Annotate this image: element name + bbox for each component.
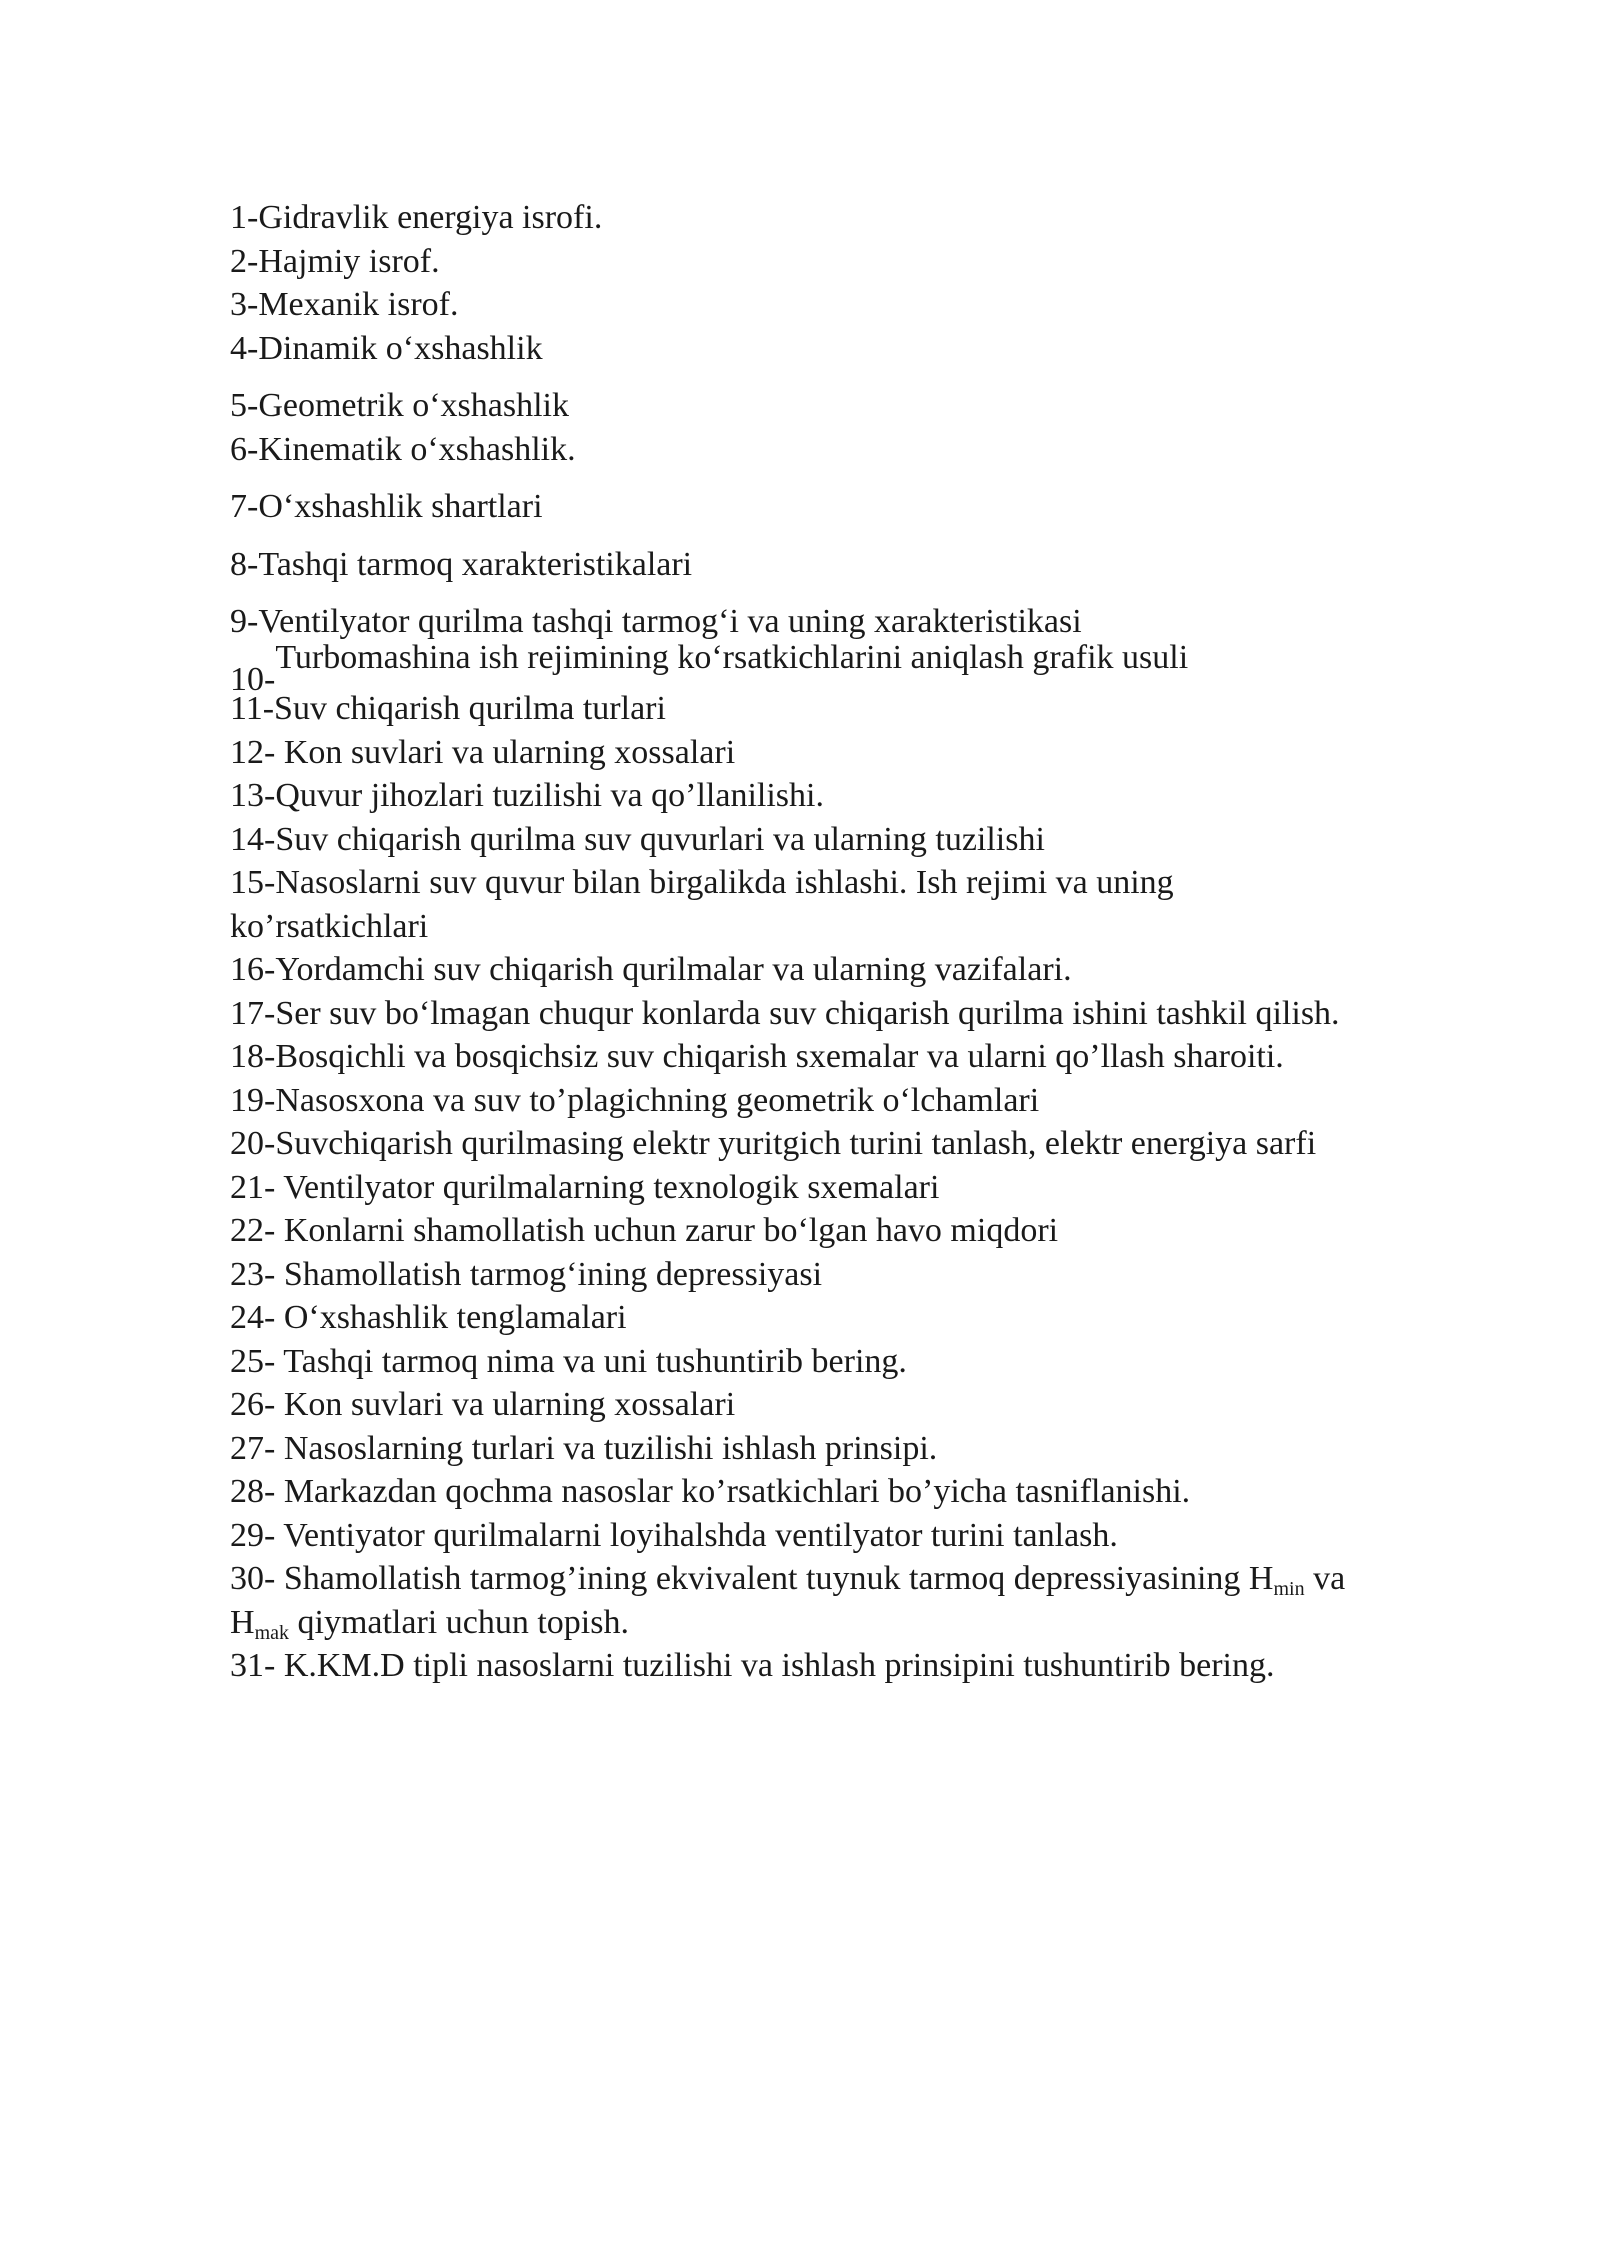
list-item: 20-Suvchiqarish qurilmasing elektr yuritgich turini tanlash, elektr energiya sarfi <box>230 1125 1317 1162</box>
list-item-30-continuation <box>230 1601 1510 1645</box>
list-item: 2-Hajmiy isrof. <box>230 242 440 280</box>
list-item: 3-Mexanik isrof. <box>230 286 459 323</box>
list-item-text: Turbomashina ish rejimining ko‘rsatkichlarini aniqlash grafik usuli <box>275 638 1189 676</box>
subscript-min: min <box>1273 1578 1305 1600</box>
list-item-text: 30- Shamollatish tarmog’ining ekvivalent tuynuk tarmoq depressiyasining H <box>230 1560 1274 1597</box>
list-item: 31- K.KM.D tipli nasoslarni tuzilishi va ishlash prinsipini tushuntirib bering. <box>230 1647 1275 1684</box>
list-item: 15-Nasoslarni suv quvur bilan birgalikda ishlashi. Ish rejimi va uning <box>230 864 1174 901</box>
list-item: 29- Ventiyator qurilmalarni loyihalshda ventilyator turini tanlash. <box>230 1516 1118 1554</box>
list-item: 11-Suv chiqarish qurilma turlari <box>230 690 666 727</box>
list-item: 8-Tashqi tarmoq xarakteristikalari <box>230 545 693 583</box>
list-item: 17-Ser suv bo‘lmagan chuqur konlarda suv chiqarish qurilma ishini tashkil qilish. <box>230 994 1340 1032</box>
list-item: 14-Suv chiqarish qurilma suv quvurlari va ularning tuzilishi <box>230 820 1045 858</box>
list-item: 26- Kon suvlari va ularning xossalari <box>230 1386 736 1423</box>
symbol-h: H <box>230 1603 255 1641</box>
list-item: 7-O‘xshashlik shartlari <box>230 488 543 525</box>
list-item-text-end: va <box>1304 1560 1346 1597</box>
list-item: 24- O‘xshashlik tenglamalari <box>230 1299 627 1336</box>
list-item: 9-Ventilyator qurilma tashqi tarmog‘i va uning xarakteristikasi <box>230 603 1082 640</box>
list-item: 13-Quvur jihozlari tuzilishi va qo’llanilishi. <box>230 777 824 814</box>
list-item: 12- Kon suvlari va ularning xossalari <box>230 733 736 771</box>
list-item: 21- Ventilyator qurilmalarning texnologik sxemalari <box>230 1168 940 1206</box>
list-item: 4-Dinamik o‘xshashlik <box>230 329 543 367</box>
list-item: 5-Geometrik o‘xshashlik <box>230 387 569 424</box>
list-item-number: 10- <box>230 660 276 698</box>
list-item: 19-Nasosxona va suv to’plagichning geometrik o‘lchamlari <box>230 1081 1040 1119</box>
list-item: 6-Kinematik o‘xshashlik. <box>230 430 576 468</box>
list-item: 22- Konlarni shamollatish uchun zarur bo‘lgan havo miqdori <box>230 1212 1059 1249</box>
list-item-continuation: ko’rsatkichlari <box>230 907 429 945</box>
list-item: 27- Nasoslarning turlari va tuzilishi ishlash prinsipi. <box>230 1429 938 1467</box>
list-item: 28- Markazdan qochma nasoslar ko’rsatkichlari bo’yicha tasniflanishi. <box>230 1473 1191 1510</box>
document-page <box>230 196 1510 1688</box>
list-item: 18-Bosqichli va bosqichsiz suv chiqarish sxemalar va ularni qo’llash sharoiti. <box>230 1038 1284 1075</box>
list-item: 16-Yordamchi suv chiqarish qurilmalar va ularning vazifalari. <box>230 951 1072 988</box>
list-item-30 <box>230 1557 1510 1601</box>
list-item-10 <box>230 638 1510 698</box>
list-item: 25- Tashqi tarmoq nima va uni tushuntirib bering. <box>230 1342 907 1380</box>
list-item: 1-Gidravlik energiya isrofi. <box>230 199 603 236</box>
list-item-text: qiymatlari uchun topish. <box>289 1603 629 1641</box>
list-item: 23- Shamollatish tarmog‘ining depressiyasi <box>230 1255 823 1293</box>
subscript-mak: mak <box>254 1621 289 1644</box>
